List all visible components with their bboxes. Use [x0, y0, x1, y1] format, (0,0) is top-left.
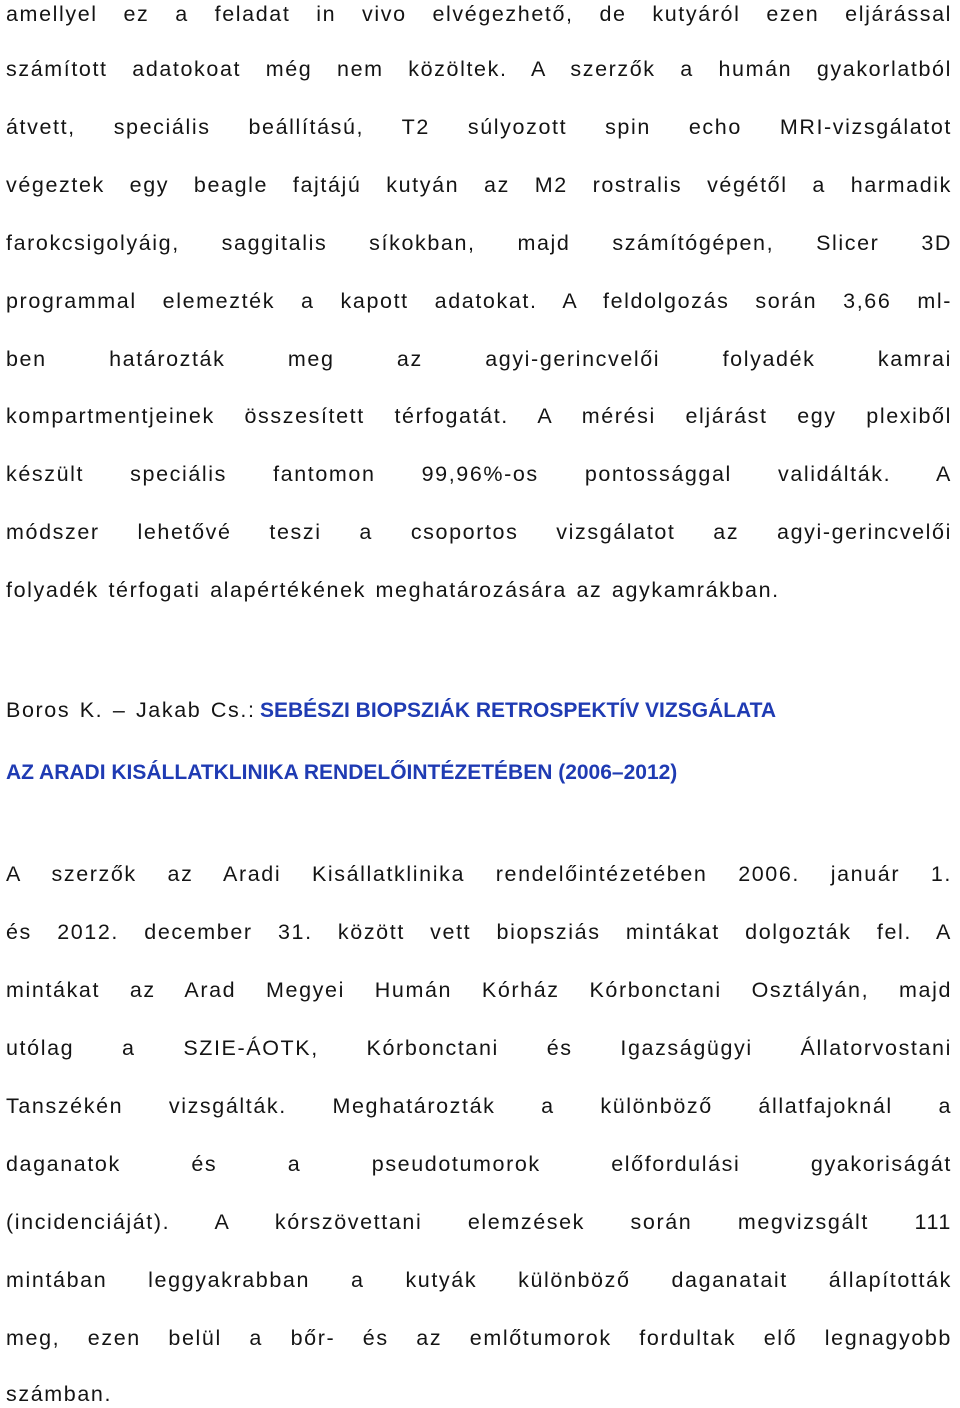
- paragraph-line: (incidenciáját). A kórszövettani elemzések során megvizsgált 111: [6, 1210, 952, 1234]
- paragraph-line: programmal elemezték a kapott adatokat. A feldolgozás során 3,66 ml-: [6, 289, 952, 313]
- article-authors: Boros K. – Jakab Cs.:: [6, 698, 256, 722]
- article-title-line-2: AZ ARADI KISÁLLATKLINIKA RENDELŐINTÉZETÉBEN (2006–2012): [6, 761, 678, 784]
- paragraph-line: mintákat az Arad Megyei Humán Kórház Kórbonctani Osztályán, majd: [6, 978, 952, 1002]
- paragraph-line: és 2012. december 31. között vett biopsziás mintákat dolgozták fel. A: [6, 920, 952, 944]
- paragraph-line: kompartmentjeinek összesített térfogatát. A mérési eljárást egy plexiből: [6, 404, 952, 428]
- paragraph-line: készült speciális fantomon 99,96%-os pontossággal validálták. A: [6, 462, 952, 486]
- paragraph-line: ben határozták meg az agyi-gerincvelői folyadék kamrai: [6, 347, 952, 371]
- paragraph-line: daganatok és a pseudotumorok előfordulási gyakoriságát: [6, 1152, 952, 1176]
- paragraph-line: amellyel ez a feladat in vivo elvégezhető, de kutyáról ezen eljárással: [6, 2, 952, 26]
- paragraph-line: számban.: [6, 1382, 113, 1406]
- paragraph-line: módszer lehetővé teszi a csoportos vizsgálatot az agyi-gerincvelői: [6, 520, 952, 544]
- paragraph-line: mintában leggyakrabban a kutyák különböző daganatait állapították: [6, 1268, 952, 1292]
- paragraph-line: Tanszékén vizsgálták. Meghatározták a különböző állatfajoknál a: [6, 1094, 952, 1118]
- paragraph-line: átvett, speciális beállítású, T2 súlyozott spin echo MRI-vizsgálatot: [6, 115, 952, 139]
- paragraph-line: számított adatokoat még nem közöltek. A szerzők a humán gyakorlatból: [6, 57, 952, 81]
- article-heading: [6, 696, 952, 727]
- article-title-line-1: SEBÉSZI BIOPSZIÁK RETROSPEKTÍV VIZSGÁLATA: [259, 699, 777, 722]
- paragraph-line: végeztek egy beagle fajtájú kutyán az M2 rostralis végétől a harmadik: [6, 173, 952, 197]
- paragraph-line: utólag a SZIE-ÁOTK, Kórbonctani és Igazságügyi Állatorvostani: [6, 1036, 952, 1060]
- paragraph-line: A szerzők az Aradi Kisállatklinika rendelőintézetében 2006. január 1.: [6, 862, 952, 886]
- paragraph-line: meg, ezen belül a bőr- és az emlőtumorok fordultak elő legnagyobb: [6, 1326, 952, 1350]
- paragraph-line: farokcsigolyáig, saggitalis síkokban, majd számítógépen, Slicer 3D: [6, 231, 952, 255]
- paragraph-line: folyadék térfogati alapértékének meghatározására az agykamrákban.: [6, 578, 780, 602]
